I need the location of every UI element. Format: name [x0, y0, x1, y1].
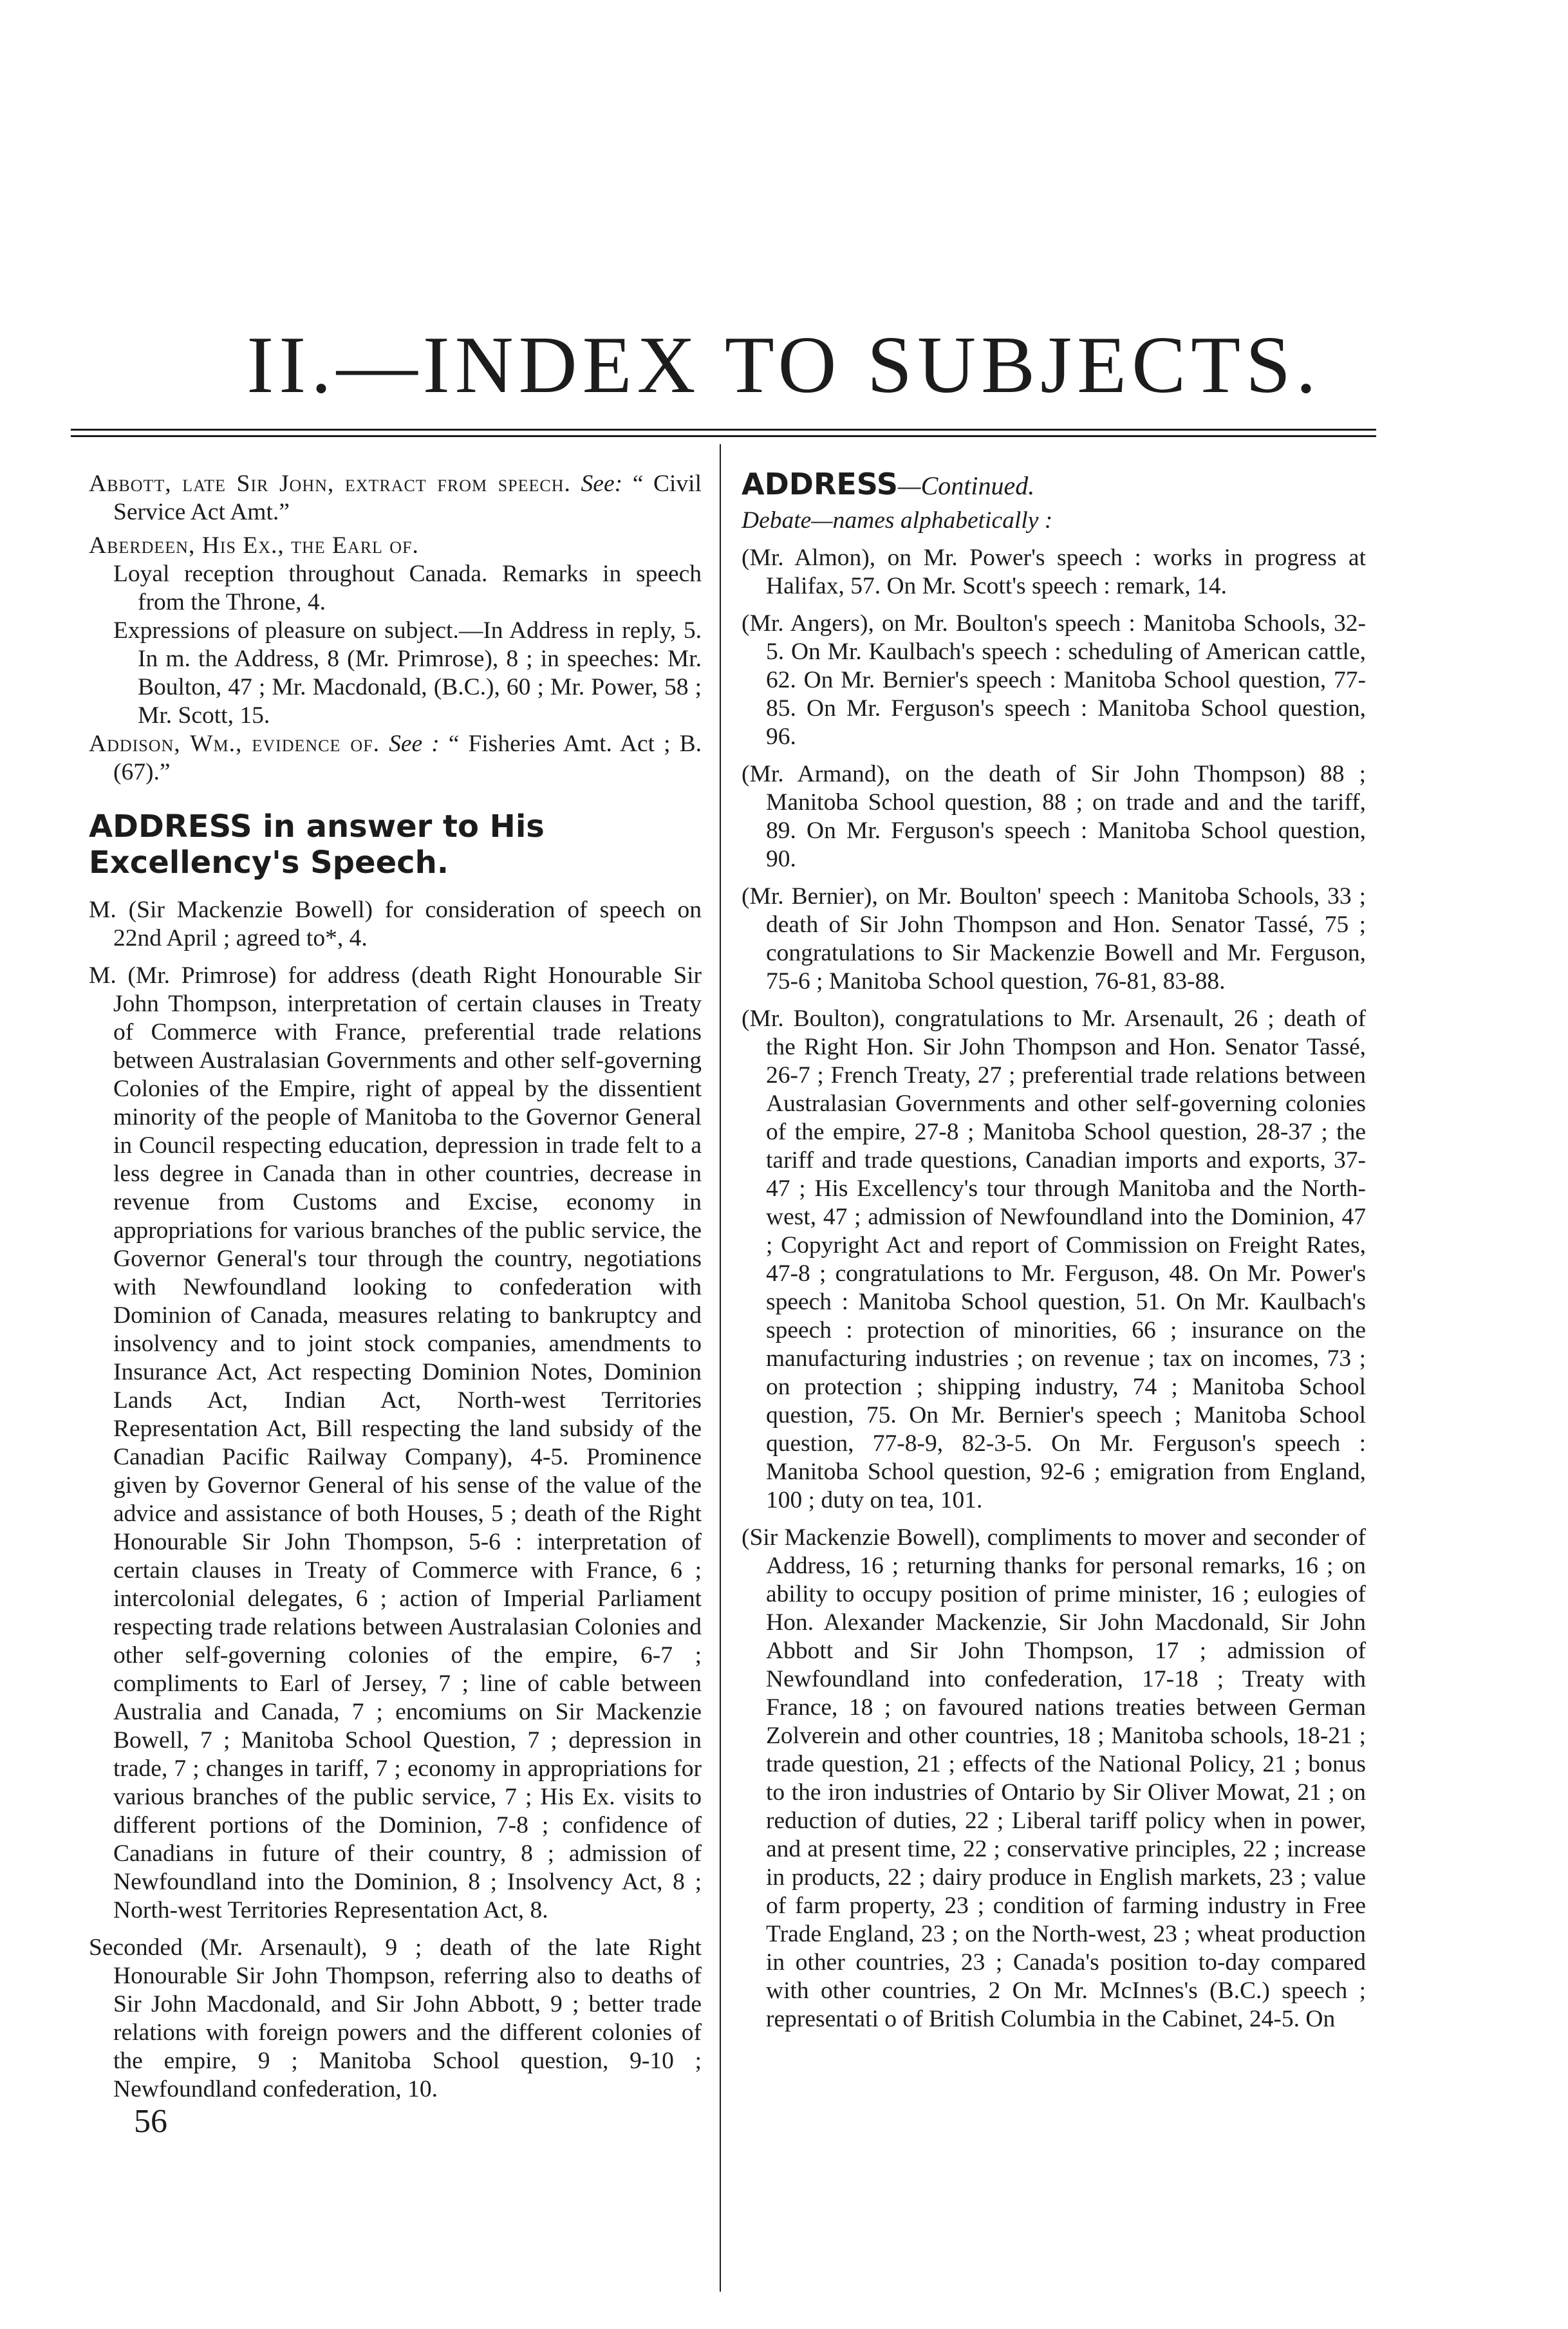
column-divider: [720, 444, 721, 2292]
address-section-heading: ADDRESS in answer to His Excellency's Speech.: [89, 809, 545, 881]
see-label: See :: [389, 731, 440, 757]
aberdeen-subentry-2: Expressions of pleasure on subject.—In Address in reply, 5. In m. the Address, 8 (Mr. Primrose), 8 ; in speeches: Mr. Boulton, 47 ; Mr. Macdonald, (B.C.), 60 ; Mr. Power, 58 ; Mr. Scott, 15.: [113, 617, 702, 729]
index-entry-addison: [89, 730, 702, 787]
continued-label: —Continued.: [898, 471, 1035, 500]
entry-heading: Abbott, late Sir John, extract from speech.: [89, 471, 571, 497]
title-rule-top: [71, 429, 1376, 431]
right-column: [742, 467, 1366, 2034]
see-label: See:: [581, 471, 623, 497]
debate-entry-almon: (Mr. Almon), on Mr. Power's speech : works in progress at Halifax, 57. On Mr. Scott's speech : remark, 14.: [742, 545, 1366, 599]
index-entry-aberdeen: Aberdeen, His Ex., the Earl of.: [89, 532, 419, 559]
motion-entry-1: M. (Sir Mackenzie Bowell) for consideration of speech on 22nd April ; agreed to*, 4.: [89, 897, 702, 951]
entry-heading: Addison, Wm., evidence of.: [89, 731, 380, 757]
aberdeen-subentry-1: Loyal reception throughout Canada. Remarks in speech from the Throne, 4.: [113, 561, 702, 615]
debate-entry-bowell: (Sir Mackenzie Bowell), compliments to mover and seconder of Address, 16 ; returning thanks for personal remarks, 16 ; on ability to occupy position of prime minister, 16 ; eulogies of Hon. Alexander Mackenzie, Sir John Macdonald, Sir John Abbott and Sir John Thompson, 17 ; admission of Newfoundland into confederation, 17-18 ; Treaty with France, 18 ; on favoured nations treaties between German Zolverein and other countries, 18 ; Manitoba schools, 18-21 ; trade question, 21 ; effects of the National Policy, 21 ; bonus to the iron industries of Ontario by Sir Oliver Mowat, 21 ; on reduction of duties, 22 ; Liberal tariff policy when in power, and at present time, 22 ; conservative principles, 22 ; increase in products, 22 ; dairy produce in English markets, 23 ; value of farm property, 23 ; condition of farming industry in Free Trade England, 23 ; on the North-west, 23 ; wheat production in other countries, 23 ; Canada's position to-day compared with other countries, 2 On Mr. McInnes's (B.C.) speech ; representati o of British Columbia in the Cabinet, 24-5. On: [742, 1524, 1366, 2032]
motion-entry-2: M. (Mr. Primrose) for address (death Right Honourable Sir John Thompson, interpretation of certain clauses in Treaty of Commerce with France, preferential trade relations between Australasian Governments and other self-governing Colonies of the Empire, right of appeal by the dissentient minority of the people of Manitoba to the Governor General in Council respecting education, depression in trade felt to a less degree in Canada than in other countries, decrease in revenue from Customs and Excise, economy in appropriations for various branches of the public service, the Governor General's tour through the country, negotiations with Newfoundland looking to confederation with Dominion of Canada, measures relating to bankruptcy and insolvency and to joint stock companies, amendments to Insurance Act, Act respecting Dominion Notes, Dominion Lands Act, Indian Act, North-west Territories Representation Act, Bill respecting the land subsidy of the Canadian Pacific Railway Company), 4-5. Prominence given by Governor General of his sense of the value of the advice and assistance of both Houses, 5 ; death of the Right Honourable Sir John Thompson, 5-6 : interpretation of certain clauses in Treaty of Commerce with France, 6 ; intercolonial delegates, 6 ; action of Imperial Parliament respecting trade relations between Australasian Colonies and other self-governing colonies of the empire, 6-7 ; compliments to Earl of Jersey, 7 ; line of cable between Australia and Canada, 7 ; encomiums on Sir Mackenzie Bowell, 7 ; Manitoba School Question, 7 ; depression in trade, 7 ; changes in tariff, 7 ; economy in appropriations for various branches of the public service, 7 ; His Ex. visits to different portions of the Dominion, 7-8 ; confidence of Canadians in future of their country, 8 ; admission of Newfoundland into the Dominion, 8 ; Insolvency Act, 8 ; North-west Territories Representation Act, 8.: [89, 962, 702, 1923]
debate-entry-bernier: (Mr. Bernier), on Mr. Boulton' speech : Manitoba Schools, 33 ; death of Sir John Thompson and Hon. Senator Tassé, 75 ; congratulations to Sir Mackenzie Bowell and Mr. Ferguson, 75-6 ; Manitoba School question, 76-81, 83-88.: [742, 883, 1366, 995]
index-entry-abbott: [89, 470, 702, 527]
debate-entry-boulton: (Mr. Boulton), congratulations to Mr. Arsenault, 26 ; death of the Right Hon. Sir John Thompson and Hon. Senator Tassé, 26-7 ; French Treaty, 27 ; preferential trade relations between Australasian Governments and other self-governing colonies of the empire, 27-8 ; Manitoba School question, 28-37 ; the tariff and trade questions, Canadian imports and exports, 37-47 ; His Excellency's tour through Manitoba and the North-west, 47 ; admission of Newfoundland into the Dominion, 47 ; Copyright Act and report of Commission on Freight Rates, 47-8 ; congratulations to Mr. Ferguson, 48. On Mr. Power's speech : Manitoba School question, 51. On Mr. Kaulbach's speech : protection of minorities, 66 ; insurance on the manufacturing industries ; on revenue ; tax on incomes, 73 ; on protection ; shipping industry, 74 ; Manitoba School question, 75. On Mr. Bernier's speech ; Manitoba School question, 77-8-9, 82-3-5. On Mr. Ferguson's speech : Manitoba School question, 92-6 ; emigration from England, 100 ; duty on tea, 101.: [742, 1005, 1366, 1513]
debate-entry-angers: (Mr. Angers), on Mr. Boulton's speech : Manitoba Schools, 32-5. On Mr. Kaulbach's speech : scheduling of American cattle, 62. On Mr. Bernier's speech : Manitoba School question, 77-85. On Mr. Ferguson's speech : Manitoba School question, 96.: [742, 610, 1366, 750]
debate-label: Debate—names alphabetically :: [742, 507, 1053, 534]
page-title: II.—INDEX TO SUBJECTS.: [247, 321, 1321, 410]
left-column: [89, 470, 702, 2138]
seconded-entry: Seconded (Mr. Arsenault), 9 ; death of the late Right Honourable Sir John Thompson, referring also to deaths of Sir John Macdonald, and Sir John Abbott, 9 ; better trade relations with foreign powers and the different colonies of the empire, 9 ; Manitoba School question, 9-10 ; Newfoundland confederation, 10.: [89, 1934, 702, 2102]
page-number: 56: [134, 2103, 167, 2140]
heading-word: ADDRESS: [742, 467, 899, 501]
cross-reference: “ Fisheries Amt. Act ; B. (67).”: [113, 731, 702, 785]
title-rule-bottom: [71, 435, 1376, 437]
cross-reference: “ Civil Service Act Amt.”: [113, 471, 702, 525]
debate-entry-armand: (Mr. Armand), on the death of Sir John Thompson) 88 ; Manitoba School question, 88 ; on trade and and the tariff, 89. On Mr. Ferguson's speech : Manitoba School question, 90.: [742, 761, 1366, 872]
continued-heading: [742, 467, 1366, 501]
